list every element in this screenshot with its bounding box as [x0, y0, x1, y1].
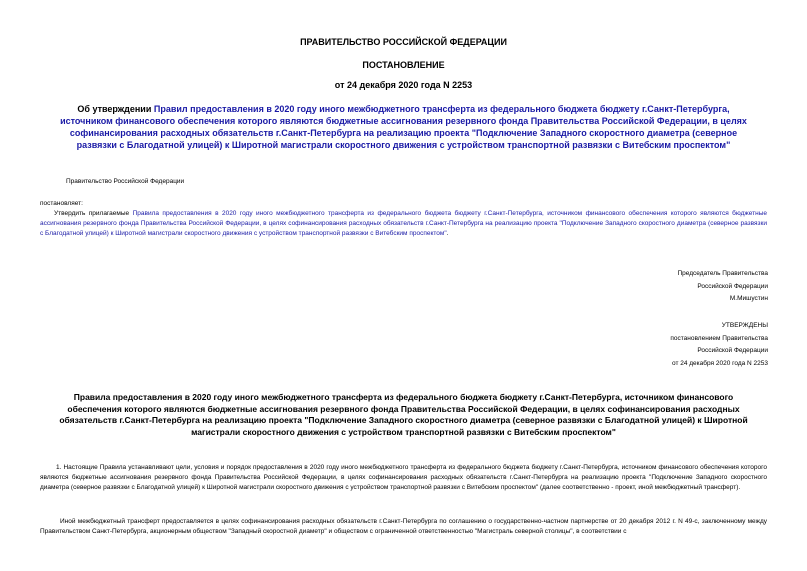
- approve-paragraph: [40, 209, 767, 239]
- signature-country: Российской Федерации: [697, 282, 768, 290]
- paragraph-1: 1. Настоящие Правила устанавливают цели, условия и порядок предоставления в 2020 году иного межбюджетного трансферта из федерального бюджета бюджету г.Санкт-Петербурга, источником финансового обеспечения которого являются бюджетные ассигнования резервного фонда Правительства Российской Федерации, в целях софинансирования расходных обязательств г.Санкт-Петербурга на реализацию проекта "Подключение Западного скоростного диаметра (северное развязки с Благодатной улицей) к Широтной магистрали скоростного движения с устройством транспортной развязки с Витебским проспектом" (далее соответственно - проект, иной межбюджетный трансферт).: [40, 464, 767, 491]
- approved-block: [670, 320, 768, 370]
- title-prefix: Об утверждении: [77, 104, 152, 114]
- rules-title: Правила предоставления в 2020 году иного межбюджетного трансферта из федерального бюджета бюджету г.Санкт-Петербурга, источником финансового обеспечения которого являются бюджетные ассигнования резервного фонда Правительства Российской Федерации, в целях софинансирования расходных обязательств г.Санкт-Петербурга на реализацию проекта "Подключение Западного скоростного диаметра (северное развязки с Благодатной улицей) к Широтной магистрали скоростного движения с устройством транспортной развязки с Витебским проспектом": [59, 392, 748, 437]
- approved-country: Российской Федерации: [697, 347, 768, 354]
- government-line: Правительство Российской Федерации: [66, 178, 185, 185]
- approve-suffix: .: [446, 230, 449, 237]
- document-date-number: от 24 декабря 2020 года N 2253: [334, 80, 473, 90]
- signature-title: Председатель Правительства: [677, 270, 768, 277]
- approved-by: постановлением Правительства: [670, 334, 768, 342]
- approve-rules-link[interactable]: Правила предоставления в 2020 году иного межбюджетного трансферта из федерального бюджета бюджету г.Санкт-Петербурга, источником финансового обеспечения которого являются бюджетные ассигнования резервного фонда Правительства Российской Федерации, в целях софинансирования расходных обязательств г.Санкт-Петербурга на реализацию проекта "Подключение Западного скоростного диаметра (северное развязки с Благодатной улицей) к Широтной магистрали скоростного движения с устройством транспортной развязки с Витебским проспектом": [40, 210, 767, 237]
- document-type: ПОСТАНОВЛЕНИЕ: [362, 60, 445, 70]
- document-title: [60, 103, 747, 151]
- signature-name: М.Мишустин: [729, 295, 768, 302]
- approved-label: УТВЕРЖДЕНЫ: [721, 322, 768, 329]
- approved-date: от 24 декабря 2020 года N 2253: [671, 359, 768, 367]
- government-header: ПРАВИТЕЛЬСТВО РОССИЙСКОЙ ФЕДЕРАЦИИ: [300, 37, 507, 47]
- title-rules-link[interactable]: Правил предоставления в 2020 году иного межбюджетного трансферта из федерального бюджета бюджету г.Санкт-Петербурга, источником финансового обеспечения которого являются бюджетные ассигнования резервного фонда Правительства Российской Федерации, в целях софинансирования расходных обязательств г.Санкт-Петербурга на реализацию проекта "Подключение Западного скоростного диаметра (северное развязки с Благодатной улицей) к Широтной магистрали скоростного движения с устройством транспортной развязки с Витебским проспектом": [60, 104, 747, 150]
- approve-prefix: Утвердить прилагаемые: [54, 210, 130, 217]
- paragraph-2: Иной межбюджетный трансферт предоставляется в целях софинансирования расходных обязательств г.Санкт-Петербурга по соглашению о государственно-частном партнерстве от 20 декабря 2012 г. N 49-с, заключенному между Правительством Санкт-Петербурга, акционерным обществом "Западный скоростной диаметр" и обществом с ограниченной ответственностью "Магистраль северной столицы", в соответствии с: [40, 518, 767, 535]
- signature-block: [677, 268, 768, 306]
- resolves-line: постановляет:: [40, 200, 83, 207]
